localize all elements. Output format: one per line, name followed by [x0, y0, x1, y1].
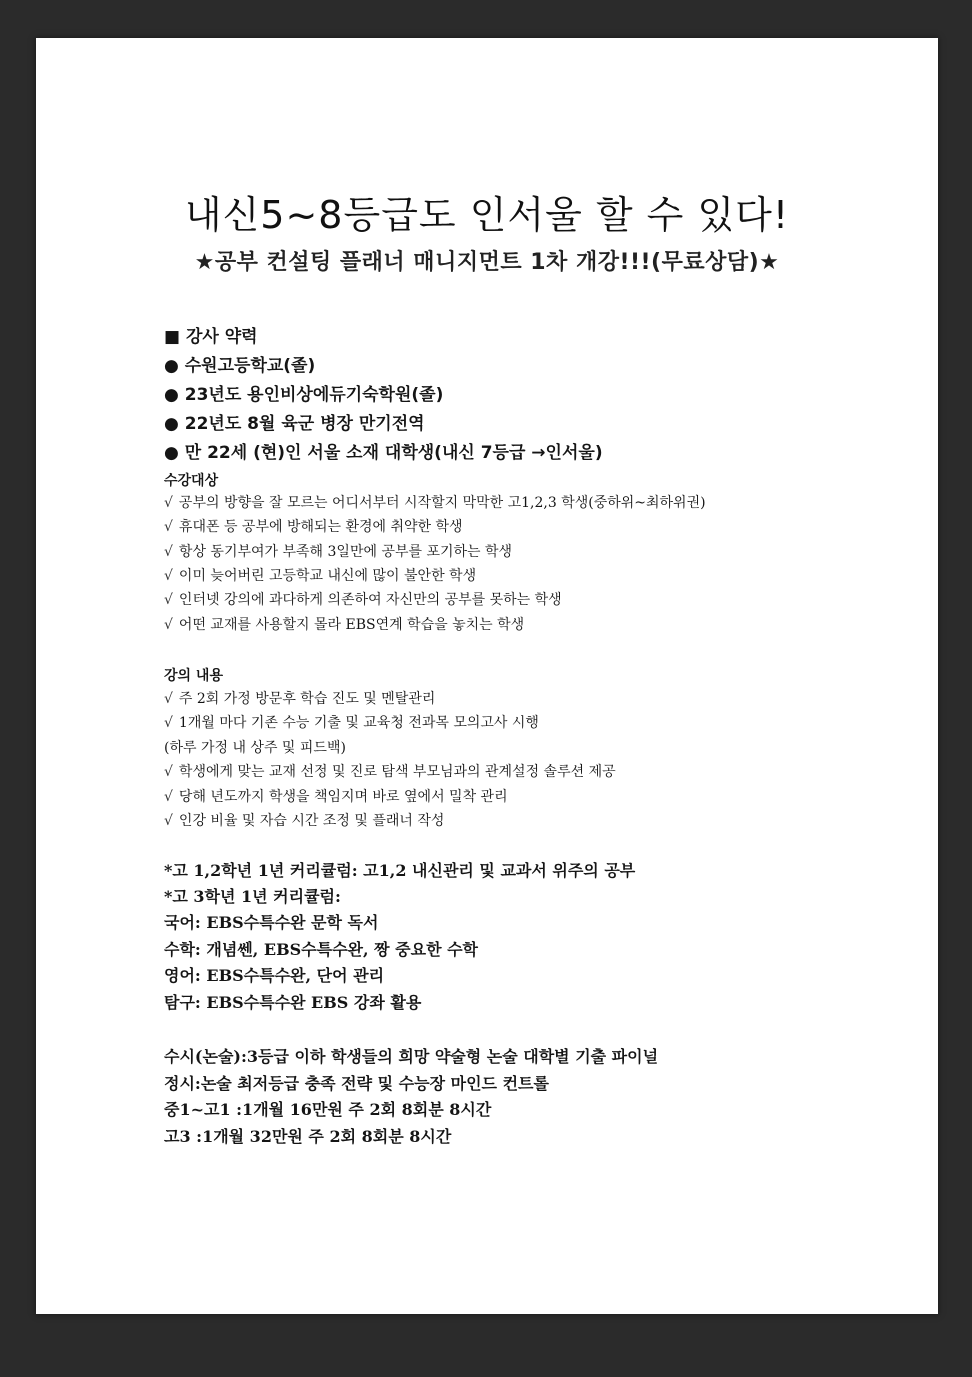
extra-line: 수시(논술):3등급 이하 학생들의 희망 약술형 논술 대학별 기출 파이널: [164, 1047, 659, 1066]
content-item: √ 당해 년도까지 학생을 책임지며 바로 옆에서 밀착 관리: [164, 789, 508, 805]
check-icon: √: [164, 495, 173, 511]
content-item: √ 주 2회 가정 방문후 학습 진도 및 멘탈관리: [164, 691, 436, 707]
target-item: √ 공부의 방향을 잘 모르는 어디서부터 시작할지 막막한 고1,2,3 학생(중하위~최하위권): [164, 495, 706, 511]
curriculum-line: 국어: EBS수특수완 문학 독서: [164, 913, 379, 932]
content-item: √ 학생에게 맞는 교재 선정 및 진로 탐색 부모님과의 관계설정 솔루션 제공: [164, 764, 616, 780]
check-icon: √: [164, 813, 173, 829]
target-item: √ 어떤 교재를 사용할지 몰라 EBS연계 학습을 놓치는 학생: [164, 617, 525, 633]
content-item: √ 인강 비율 및 자습 시간 조정 및 플래너 작성: [164, 813, 445, 829]
check-icon: √: [164, 519, 173, 535]
page-title: 내신5~8등급도 인서울 할 수 있다!: [184, 193, 790, 237]
check-icon: √: [164, 617, 173, 633]
bio-item: ● 23년도 용인비상에듀기숙학원(졸): [164, 385, 444, 405]
check-icon: √: [164, 691, 173, 707]
target-heading: 수강대상: [164, 473, 219, 489]
curriculum-line: 영어: EBS수특수완, 단어 관리: [164, 966, 385, 985]
target-item: √ 항상 동기부여가 부족해 3일만에 공부를 포기하는 학생: [164, 544, 513, 560]
target-item: √ 인터넷 강의에 과다하게 의존하여 자신만의 공부를 못하는 학생: [164, 592, 562, 608]
page-subtitle: ★공부 컨설팅 플래너 매니지먼트 1차 개강!!!(무료상담)★: [194, 250, 780, 275]
check-icon: √: [164, 789, 173, 805]
check-icon: √: [164, 544, 173, 560]
check-icon: √: [164, 715, 173, 731]
content-item: √ 1개월 마다 기존 수능 기출 및 교육청 전과목 모의고사 시행: [164, 715, 539, 731]
check-icon: √: [164, 764, 173, 780]
pricing-line: 중1~고1 :1개월 16만원 주 2회 8회분 8시간: [164, 1100, 492, 1119]
target-item: √ 휴대폰 등 공부에 방해되는 환경에 취약한 학생: [164, 519, 463, 535]
curriculum-line: *고 3학년 1년 커리큘럼:: [164, 887, 341, 906]
pricing-line: 고3 :1개월 32만원 주 2회 8회분 8시간: [164, 1127, 452, 1146]
content-heading: 강의 내용: [164, 668, 223, 684]
content-note: (하루 가정 내 상주 및 피드백): [164, 740, 346, 756]
bio-item: ● 수원고등학교(졸): [164, 356, 316, 376]
check-icon: √: [164, 592, 173, 608]
document-page: [36, 38, 938, 1314]
curriculum-line: 수학: 개념쎈, EBS수특수완, 짱 중요한 수학: [164, 940, 479, 959]
bio-heading: ■ 강사 약력: [164, 327, 258, 347]
curriculum-line: *고 1,2학년 1년 커리큘럼: 고1,2 내신관리 및 교과서 위주의 공부: [164, 861, 636, 880]
check-icon: √: [164, 568, 173, 584]
bio-item: ● 만 22세 (현)인 서울 소재 대학생(내신 7등급 →인서울): [164, 443, 603, 463]
target-item: √ 이미 늦어버린 고등학교 내신에 많이 불안한 학생: [164, 568, 477, 584]
curriculum-line: 탐구: EBS수특수완 EBS 강좌 활용: [164, 993, 422, 1012]
extra-line: 정시:논술 최저등급 충족 전략 및 수능장 마인드 컨트롤: [164, 1074, 549, 1093]
bio-item: ● 22년도 8월 육군 병장 만기전역: [164, 414, 425, 434]
